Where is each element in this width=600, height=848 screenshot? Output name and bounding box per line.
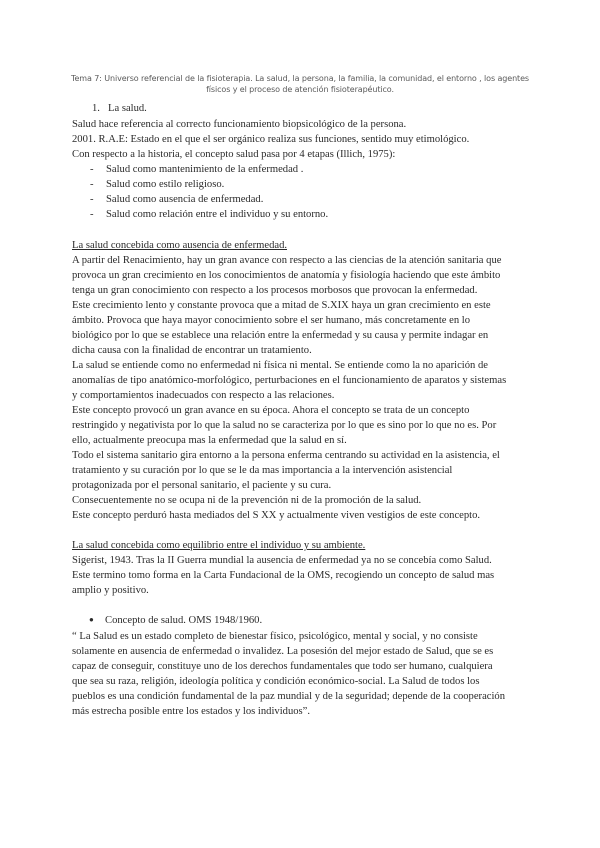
list-item	[90, 208, 328, 222]
paragraph-line: restringido y negativista por lo que la salud no se caracteriza por lo que es sino por lo que no es. Por	[72, 420, 497, 431]
paragraph-line: y comportamientos inadecuados con respecto a las relaciones.	[72, 390, 335, 401]
paragraph-line: dicha causa con la finalidad de encontrar un tratamiento.	[72, 345, 312, 356]
quote-line: capaz de conseguir, constituye uno de los derechos fundamentales que todo ser humano, cualquiera	[72, 661, 493, 672]
paragraph-line: Consecuentemente no se ocupa ni de la prevención ni de la promoción de la salud.	[72, 495, 422, 506]
paragraph-line: Salud hace referencia al correcto funcionamiento biopsicológico de la persona.	[72, 119, 407, 130]
section-heading-text: La salud.	[108, 103, 147, 114]
dash-marker: -	[90, 209, 94, 220]
list-item-text: Salud como mantenimiento de la enfermedad .	[106, 164, 304, 175]
paragraph-line: tenga un gran conocimiento con respecto a los procesos morbosos que provocan la enfermedad.	[72, 285, 478, 296]
paragraph-line: ámbito. Provoca que haya mayor conocimiento sobre el ser humano, más concretamente en lo	[72, 315, 471, 326]
paragraph-line: Este termino tomo forma en la Carta Fundacional de la OMS, recogiendo un concepto de salud mas	[72, 570, 495, 581]
list-item-text: Salud como ausencia de enfermedad.	[106, 194, 264, 205]
bullet-item-text: Concepto de salud. OMS 1948/1960.	[105, 615, 263, 626]
paragraph-line: Este crecimiento lento y constante provoca que a mitad de S.XIX haya un gran crecimiento en este	[72, 300, 491, 311]
paragraph-line: amplio y positivo.	[72, 585, 149, 596]
section-heading: La salud concebida como equilibrio entre el individuo y su ambiente.	[72, 540, 366, 551]
bullet-marker: ●	[89, 615, 94, 624]
quote-line: que sea su raza, religión, ideología política y condición económico-social. La Salud de todos los	[72, 676, 480, 687]
quote-line: solamente en ausencia de enfermedad o invalidez. La posesión del mejor estado de Salud, que se es	[72, 646, 494, 657]
quote-line: “ La Salud es un estado completo de bienestar físico, psicológico, mental y social, y no consiste	[72, 631, 478, 642]
paragraph-line: Con respecto a la historia, el concepto salud pasa por 4 etapas (Illich, 1975):	[72, 149, 396, 160]
paragraph-line: La salud se entiende como no enfermedad ni física ni mental. Se entiende como la no aparición de	[72, 360, 488, 371]
section-heading: La salud concebida como ausencia de enfermedad.	[72, 240, 288, 251]
paragraph-line: Sigerist, 1943. Tras la II Guerra mundial la ausencia de enfermedad ya no se concebía como Salud.	[72, 555, 492, 566]
section-heading-la-salud	[92, 102, 147, 116]
paragraph-line: biológico por lo que se establece una relación entre la enfermedad y su causa y permite indagar en	[72, 330, 489, 341]
quote-line: más estrecha posible entre los estados y los individuos”.	[72, 706, 311, 717]
dash-marker: -	[90, 164, 94, 175]
list-item	[90, 193, 263, 207]
paragraph-line: Este concepto provocó un gran avance en su época. Ahora el concepto se trata de un concepto	[72, 405, 470, 416]
bullet-item	[89, 614, 262, 628]
document-title: Tema 7: Universo referencial de la fisioterapia. La salud, la persona, la familia, la comunidad, el entorno , los agentes físicos y el proceso de atención fisioterapéutico.	[71, 74, 529, 94]
list-item-text: Salud como relación entre el individuo y su entorno.	[106, 209, 329, 220]
paragraph-line: Todo el sistema sanitario gira entorno a la persona enferma centrando su actividad en la asistencia, el	[72, 450, 500, 461]
paragraph-line: anomalías de tipo anatómico-morfológico, perturbaciones en el funcionamiento de aparatos y sistemas	[72, 375, 507, 386]
paragraph-line: protagonizada por el personal sanitario, el paciente y su cura.	[72, 480, 332, 491]
list-item	[90, 163, 303, 177]
dash-marker: -	[90, 179, 94, 190]
paragraph-line: tratamiento y su curación por lo que se le da mas importancia a la intervención asistencial	[72, 465, 453, 476]
list-item-text: Salud como estilo religioso.	[106, 179, 225, 190]
paragraph-line: 2001. R.A.E: Estado en el que el ser orgánico realiza sus funciones, sentido muy etimológico.	[72, 134, 470, 145]
paragraph-line: ello, actualmente preocupa mas la enfermedad que la salud en sí.	[72, 435, 347, 446]
section-number: 1.	[92, 103, 100, 114]
list-item	[90, 178, 224, 192]
quote-line: pueblos es una condición fundamental de la paz mundial y de la seguridad; depende de la cooperación	[72, 691, 506, 702]
dash-marker: -	[90, 194, 94, 205]
paragraph-line: Este concepto perduró hasta mediados del S XX y actualmente viven vestigios de este concepto.	[72, 510, 481, 521]
paragraph-line: provoca un gran crecimiento en los conocimientos de anatomía y fisiología haciendo que este ámbito	[72, 270, 501, 281]
paragraph-line: A partir del Renacimiento, hay un gran avance con respecto a las ciencias de la atención sanitaria que	[72, 255, 502, 266]
